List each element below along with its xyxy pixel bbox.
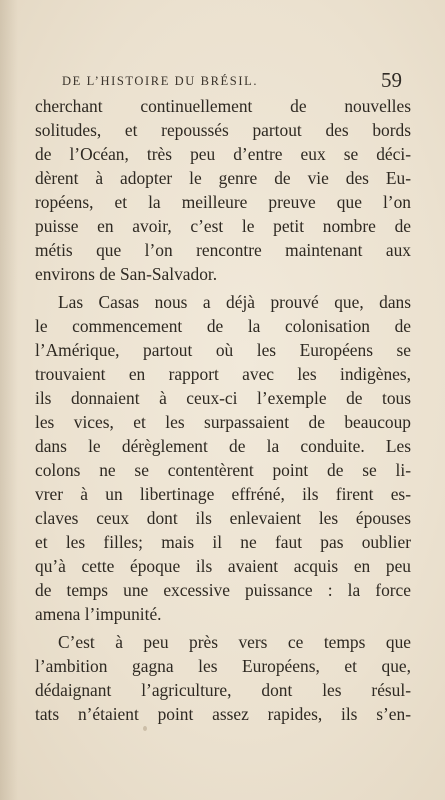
text-line: vrer à un libertinage effréné, ils firent es- <box>35 484 411 504</box>
text-line: puisse en avoir, c’est le petit nombre de <box>35 216 411 236</box>
text-line: amena l’impunité. <box>35 604 162 624</box>
text-line: claves ceux dont ils enlevaient les épouses <box>35 508 411 528</box>
text-line: de temps une excessive puissance : la force <box>35 580 411 600</box>
text-line: Las Casas nous a déjà prouvé que, dans <box>58 292 411 312</box>
text-line: trouvaient en rapport avec les indigènes, <box>35 364 411 384</box>
text-line: dédaignant l’agriculture, dont les résul- <box>35 680 411 700</box>
spine-shadow <box>0 0 18 800</box>
text-line: tats n’étaient point assez rapides, ils s’en- <box>35 704 411 724</box>
page-number: 59 <box>381 68 402 92</box>
paper-smudge <box>143 726 147 731</box>
text-line: métis que l’on rencontre maintenant aux <box>35 240 411 260</box>
text-line: dans le dérèglement de la conduite. Les <box>35 436 411 456</box>
text-line: cherchant continuellement de nouvelles <box>35 96 411 116</box>
text-line: solitudes, et repoussés partout des bords <box>35 120 411 140</box>
text-line: qu’à cette époque ils avaient acquis en peu <box>35 556 411 576</box>
text-line: ils donnaient à ceux-ci l’exemple de tous <box>35 388 411 408</box>
text-line: de l’Océan, très peu d’entre eux se déci- <box>35 144 411 164</box>
text-line: le commencement de la colonisation de <box>35 316 411 336</box>
text-line: l’Amérique, partout où les Européens se <box>35 340 411 360</box>
text-line: environs de San-Salvador. <box>35 264 218 284</box>
text-line: C’est à peu près vers ce temps que <box>58 632 411 652</box>
page-header <box>62 68 402 90</box>
text-line: les vices, et les surpassaient de beaucoup <box>35 412 411 432</box>
text-line: l’ambition gagna les Européens, et que, <box>35 656 411 676</box>
text-line: dèrent à adopter le genre de vie des Eu- <box>35 168 411 188</box>
running-head: DE L’HISTOIRE DU BRÉSIL. <box>62 74 259 88</box>
text-line: ropéens, et la meilleure preuve que l’on <box>35 192 411 212</box>
text-line: et les filles; mais il ne faut pas oublier <box>35 532 411 552</box>
text-line: colons ne se contentèrent point de se li- <box>35 460 411 480</box>
